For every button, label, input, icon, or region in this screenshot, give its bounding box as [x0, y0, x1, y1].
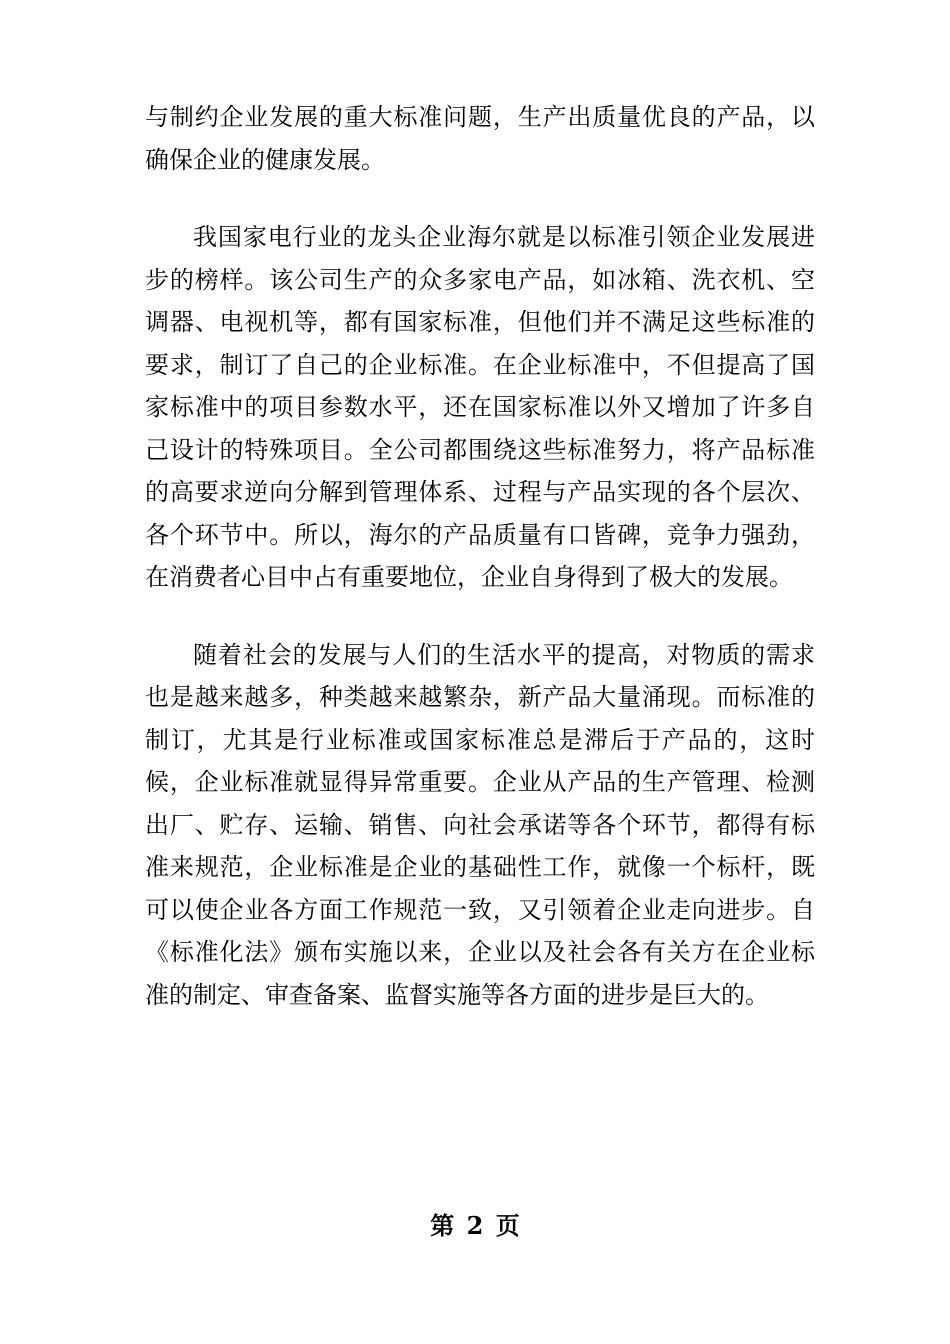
paragraph-haier-example: 我国家电行业的龙头企业海尔就是以标准引领企业发展进步的榜样。该公司生产的众多家电产品，如冰箱、洗衣机、空调器、电视机等，都有国家标准，但他们并不满足这些标准的要求，制订了自己的企业标准。在企业标准中，不但提高了国家标准中的项目参数水平，还在国家标准以外又增加了许多自己设计的特殊项目。全公司都围绕这些标准努力，将产品标准的高要求逆向分解到管理体系、过程与产品实现的各个层次、各个环节中。所以，海尔的产品质量有口皆碑，竞争力强劲，在消费者心目中占有重要地位，企业自身得到了极大的发展。	[145, 223, 815, 591]
page-number: 第 2 页	[430, 1211, 520, 1240]
paragraph-enterprise-standards: 随着社会的发展与人们的生活水平的提高，对物质的需求也是越来越多，种类越来越繁杂，新产品大量涌现。而标准的制订，尤其是行业标准或国家标准总是滞后于产品的，这时候，企业标准就显得异常重要。企业从产品的生产管理、检测出厂、贮存、运输、销售、向社会承诺等各个环节，都得有标准来规范，企业标准是企业的基础性工作，就像一个标杆，既可以使企业各方面工作规范一致，又引领着企业走向进步。自《标准化法》颁布实施以来，企业以及社会各有关方在企业标准的制定、审查备案、监督实施等各方面的进步是巨大的。	[145, 640, 815, 1009]
document-body	[145, 96, 815, 1051]
paragraph-continuation: 与制约企业发展的重大标准问题，生产出质量优良的产品，以确保企业的健康发展。	[145, 103, 815, 174]
